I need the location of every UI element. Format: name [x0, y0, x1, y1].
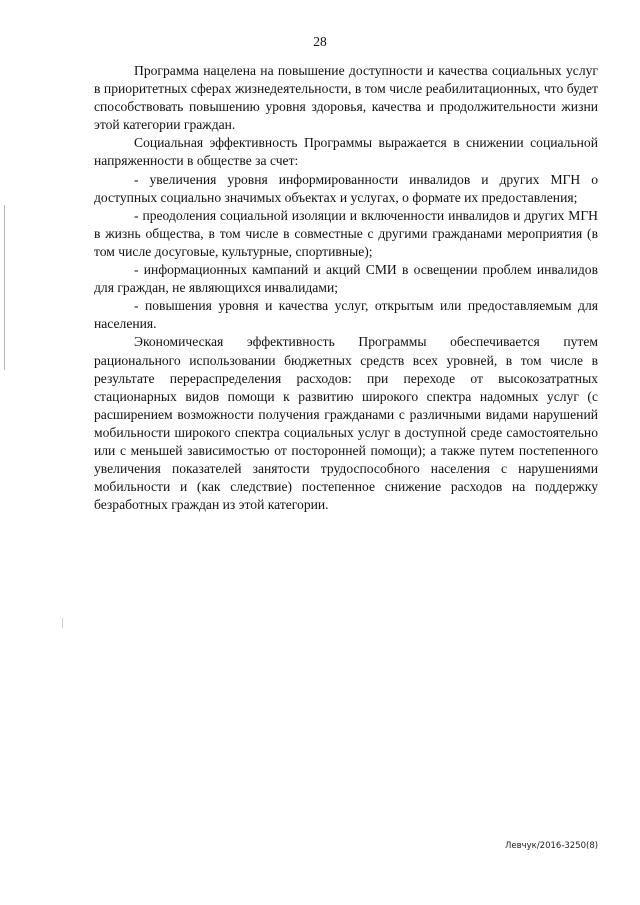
paragraph-social-effectiveness: Социальная эффективность Программы выражается в снижении социальной напряженности в обществе за счет:: [94, 135, 598, 169]
list-item-media-campaigns: - информационных кампаний и акций СМИ в освещении проблем инвалидов для граждан, не являющихся инвалидами;: [94, 262, 598, 296]
page-number: 28: [313, 34, 327, 49]
paragraph-program-goal: Программа нацелена на повышение доступности и качества социальных услуг в приоритетных сферах жизнедеятельности, в том числе реабилитационных, что будет способствовать повышению уровня здоровья, качества и продолжительности жизни этой категории граждан.: [94, 63, 598, 133]
scan-margin-mark: [62, 618, 63, 628]
list-item-isolation: - преодоления социальной изоляции и включенности инвалидов и других МГН в жизнь общества, в том числе в совместные с другими гражданами мероприятия (в том числе досуговые, культурные, спортивные);: [94, 207, 598, 259]
scan-margin-mark: [4, 205, 5, 370]
document-body: [94, 62, 598, 514]
paragraph-economic-effectiveness: Экономическая эффективность Программы обеспечивается путем рационального использовании бюджетных средств всех уровней, в том числе в результате перераспределения расходов: при переходе от высокозатратных стационарных видов помощи к развитию широкого спектра надомных услуг (с расширением возможности получения гражданами с различными видами нарушений мобильности широкого спектра социальных услуг в доступной среде самостоятельно или с меньшей зависимостью от посторонней помощи); а также путем постепенного увеличения показателей занятости трудоспособного населения с нарушениями мобильности и (как следствие) постепенное снижение расходов на поддержку безработных граждан из этой категории.: [94, 334, 598, 513]
list-item-service-quality: - повышения уровня и качества услуг, открытым или предоставляемым для населения.: [94, 298, 598, 332]
list-item-awareness: - увеличения уровня информированности инвалидов и других МГН о доступных социально значимых объектах и услугах, о формате их предоставления;: [94, 171, 598, 205]
document-footer-code: Левчук/2016-3250(8): [505, 841, 599, 851]
